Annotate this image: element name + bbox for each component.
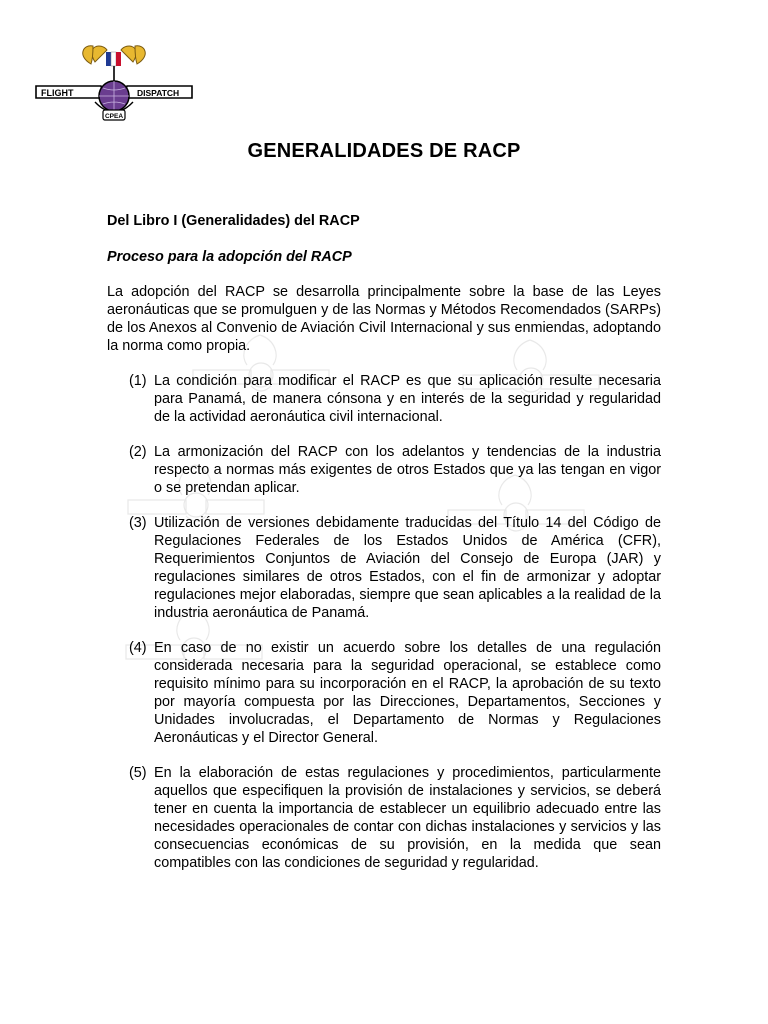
list-item — [107, 764, 661, 872]
list-item-number: (1) — [129, 373, 147, 389]
svg-text:FLIGHT: FLIGHT — [41, 88, 74, 98]
right-banner — [123, 86, 192, 98]
flag-icon — [106, 52, 121, 66]
intro-paragraph: La adopción del RACP se desarrolla principalmente sobre la base de las Leyes aeronáuticas que se promulguen y de las Normas y Métodos Recomendados (SARPs) de los Anexos al Convenio de Aviación Civil Internacional y sus enmiendas, adoptando la norma como propia. — [107, 284, 661, 354]
list-item-text: En caso de no existir un acuerdo sobre los detalles de una regulación considerada necesaria para la seguridad operacional, se establece como requisito mínimo para su incorporación en el RACP, la aprobación de su texto por mayoría compuesta por las Direcciones, Departamentos, Secciones y Unidades involucradas, el Departamento de Normas y Regulaciones Aeronáuticas y el Director General. — [154, 640, 661, 746]
list-item — [107, 372, 661, 426]
subsection-heading: Proceso para la adopción del RACP — [107, 249, 352, 265]
svg-text:DISPATCH: DISPATCH — [137, 88, 180, 98]
left-banner — [36, 86, 105, 98]
document-body — [107, 212, 661, 889]
flight-dispatch-logo — [33, 40, 195, 122]
list-item-number: (5) — [129, 765, 147, 781]
list-item-text: La condición para modificar el RACP es que su aplicación resulte necesaria para Panamá, de manera cónsona y en interés de la seguridad y regularidad de la actividad aeronáutica civil internacional. — [154, 373, 661, 425]
list-item-number: (3) — [129, 515, 147, 531]
page-title: GENERALIDADES DE RACP — [247, 140, 521, 162]
list-item-text: La armonización del RACP con los adelantos y tendencias de la industria respecto a normas más exigentes de otros Estados que ya las tengan en vigor o se pretendan aplicar. — [154, 444, 661, 496]
list-item-number: (2) — [129, 444, 147, 460]
list-item — [107, 443, 661, 497]
list-item-text: En la elaboración de estas regulaciones y procedimientos, particularmente aquellos que especifiquen la provisión de instalaciones y servicios, se deberá tener en cuenta la importancia de establecer un equilibrio adecuado entre las necesidades operacionales de contar con dichas instalaciones y servicios y las consecuencias económicas de su provisión, en la medida que sean compatibles con las condiciones de seguridad y regularidad. — [154, 765, 661, 871]
globe-icon — [99, 81, 129, 111]
logo-bottom-text: CPEA — [104, 113, 124, 120]
section-heading: Del Libro I (Generalidades) del RACP — [107, 213, 360, 229]
list-item — [107, 639, 661, 747]
list-item — [107, 514, 661, 622]
list-item-text: Utilización de versiones debidamente traducidas del Título 14 del Código de Regulaciones Federales de los Estados Unidos de América (CFR), Requerimientos Conjuntos de Aviación del Consejo de Europa (JAR) y regulaciones similares de otros Estados, con el fin de armonizar y adoptar regulaciones mejor elaboradas, siempre que sean aplicables a la realidad de la industria aeronáutica de Panamá. — [154, 515, 661, 621]
list-item-number: (4) — [129, 640, 147, 656]
